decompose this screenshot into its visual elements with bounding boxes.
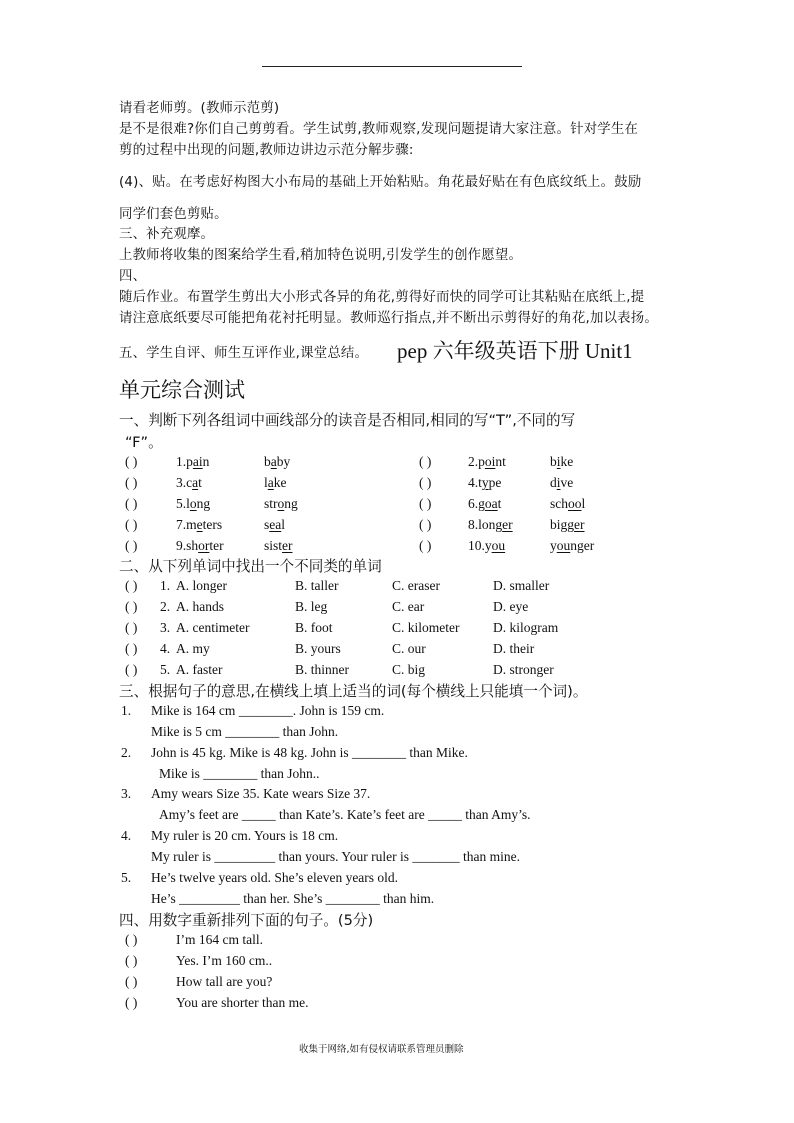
word-2: lake: [264, 475, 287, 490]
sentence-line: He’s twelve years old. She’s eleven years old.: [151, 870, 399, 885]
word-1: 5.long: [176, 496, 211, 511]
item-number: 4.: [160, 641, 171, 656]
item-number: 2.: [121, 745, 132, 760]
underlined-sound: ou: [491, 538, 506, 553]
option-a: A. hands: [176, 599, 224, 614]
option-b: B. taller: [295, 578, 339, 593]
option-d: D. kilogram: [493, 620, 559, 635]
item-number: 4.: [121, 828, 132, 843]
answer-bracket: ( ): [125, 662, 138, 677]
option-b: B. yours: [295, 641, 341, 656]
underlined-sound: ai: [192, 454, 203, 469]
option-b: B. thinner: [295, 662, 349, 677]
sentence-line: My ruler is 20 cm. Yours is 18 cm.: [151, 828, 339, 843]
word-1: 1.pain: [176, 454, 210, 469]
intro-line: 随后作业。布置学生剪出大小形式各异的角花,剪得好而快的同学可让其粘贴在底纸上,提: [119, 290, 645, 305]
intro-line: 三、补充观摩。: [119, 227, 215, 242]
answer-bracket: ( ): [125, 974, 138, 989]
underlined-sound: er: [282, 538, 293, 553]
word-2: dive: [550, 475, 574, 490]
underlined-sound: a: [270, 454, 277, 469]
footer-note: 收集于网络,如有侵权请联系管理员删除: [299, 1044, 464, 1055]
sentence: I’m 164 cm tall.: [176, 932, 263, 947]
underlined-sound: i: [556, 475, 561, 490]
intro-line: 请注意底纸要尽可能把角花衬托明显。教师巡行指点,并不断出示剪得好的角花,加以表扬。: [119, 311, 658, 326]
intro-line: 请看老师剪。(教师示范剪): [119, 101, 280, 116]
item-number: 3.: [160, 620, 171, 635]
word-1: 2.point: [468, 454, 506, 469]
intro-line: 四、: [119, 269, 147, 284]
option-c: C. ear: [392, 599, 425, 614]
underlined-sound: ea: [269, 517, 282, 532]
answer-bracket: ( ): [419, 454, 432, 469]
sentence-line: John is 45 kg. Mike is 48 kg. John is ________ than Mike.: [151, 745, 468, 760]
section4-heading: 四、用数字重新排列下面的句子。(5分): [119, 912, 374, 929]
underlined-sound: oa: [484, 496, 498, 511]
option-a: A. centimeter: [176, 620, 250, 635]
word-1: 10.you: [468, 538, 506, 553]
word-1: 4.type: [468, 475, 502, 490]
answer-bracket: ( ): [419, 538, 432, 553]
sentence: Yes. I’m 160 cm..: [176, 953, 273, 968]
option-c: C. our: [392, 641, 426, 656]
underlined-sound: er: [574, 517, 585, 532]
word-1: 8.longer: [468, 517, 513, 532]
sentence-line: Amy wears Size 35. Kate wears Size 37.: [151, 786, 371, 801]
underlined-sound: y: [481, 475, 489, 490]
sentence: You are shorter than me.: [176, 995, 309, 1010]
answer-bracket: ( ): [419, 496, 432, 511]
option-b: B. foot: [295, 620, 333, 635]
answer-bracket: ( ): [419, 517, 432, 532]
item-number: 2.: [160, 599, 171, 614]
answer-bracket: ( ): [125, 932, 138, 947]
underlined-sound: oi: [484, 454, 496, 469]
underlined-sound: a: [192, 475, 199, 490]
word-1: 6.goat: [468, 496, 502, 511]
word-2: baby: [264, 454, 291, 469]
word-1: 7.meters: [176, 517, 223, 532]
underlined-sound: o: [277, 496, 285, 511]
intro-line: 是不是很难?你们自己剪剪看。学生试剪,教师观察,发现问题提请大家注意。针对学生在: [119, 122, 639, 137]
answer-bracket: ( ): [125, 454, 138, 469]
word-2: bike: [550, 454, 574, 469]
option-c: C. eraser: [392, 578, 440, 593]
test-title-part2: 单元综合测试: [119, 378, 245, 402]
sentence-line: My ruler is _________ than yours. Your ruler is _______ than mine.: [151, 849, 520, 864]
underlined-sound: ou: [556, 538, 571, 553]
sentence-line: Amy’s feet are _____ than Kate’s. Kate’s feet are _____ than Amy’s.: [159, 807, 531, 822]
sentence-line: Mike is ________ than John..: [159, 766, 320, 781]
underlined-sound: i: [556, 454, 561, 469]
word-1: 9.shorter: [176, 538, 224, 553]
item-number: 5.: [121, 870, 132, 885]
answer-bracket: ( ): [125, 641, 138, 656]
option-c: C. big: [392, 662, 426, 677]
answer-bracket: ( ): [125, 953, 138, 968]
option-d: D. smaller: [493, 578, 550, 593]
sentence: How tall are you?: [176, 974, 273, 989]
answer-bracket: ( ): [125, 517, 138, 532]
option-c: C. kilometer: [392, 620, 460, 635]
word-2: strong: [264, 496, 298, 511]
item-number: 1.: [160, 578, 171, 593]
intro-line: 上教师将收集的图案给学生看,稍加特色说明,引发学生的创作愿望。: [119, 248, 523, 263]
word-2: sister: [264, 538, 293, 553]
item-number: 3.: [121, 786, 132, 801]
answer-bracket: ( ): [125, 578, 138, 593]
answer-bracket: ( ): [125, 475, 138, 490]
option-a: A. faster: [176, 662, 223, 677]
item-number: 5.: [160, 662, 171, 677]
sentence-line: Mike is 5 cm ________ than John.: [151, 724, 339, 739]
answer-bracket: ( ): [125, 538, 138, 553]
header-rule: [262, 66, 522, 67]
underlined-sound: a: [267, 475, 274, 490]
sentence-line: Mike is 164 cm ________. John is 159 cm.: [151, 703, 385, 718]
word-1: 3.cat: [176, 475, 202, 490]
word-2: seal: [264, 517, 286, 532]
intro-line: (4)、贴。在考虑好构图大小布局的基础上开始粘贴。角花最好贴在有色底纹纸上。鼓励: [119, 175, 642, 190]
section2-heading: 二、从下列单词中找出一个不同类的单词: [119, 558, 382, 575]
option-d: D. stronger: [493, 662, 554, 677]
intro-last-line: 五、学生自评、师生互评作业,课堂总结。: [119, 346, 369, 361]
intro-line: 同学们套色剪贴。: [119, 207, 228, 222]
option-d: D. their: [493, 641, 535, 656]
underlined-sound: oo: [568, 496, 582, 511]
intro-line: 剪的过程中出现的问题,教师边讲边示范分解步骤:: [119, 143, 414, 158]
word-2: bigger: [550, 517, 585, 532]
answer-bracket: ( ): [125, 599, 138, 614]
underlined-sound: o: [189, 496, 197, 511]
section1-heading: 一、判断下列各组词中画线部分的读音是否相同,相同的写“T”,不同的写: [119, 412, 576, 429]
underlined-sound: er: [502, 517, 513, 532]
answer-bracket: ( ): [125, 496, 138, 511]
section1-heading-cont: “F”。: [125, 434, 163, 451]
answer-bracket: ( ): [125, 995, 138, 1010]
option-a: A. longer: [176, 578, 227, 593]
word-2: younger: [550, 538, 595, 553]
section3-heading: 三、根据句子的意思,在横线上填上适当的词(每个横线上只能填一个词)。: [119, 683, 588, 700]
option-b: B. leg: [295, 599, 328, 614]
answer-bracket: ( ): [419, 475, 432, 490]
sentence-line: He’s _________ than her. She’s ________ than him.: [151, 891, 435, 906]
option-d: D. eye: [493, 599, 529, 614]
underlined-sound: e: [196, 517, 203, 532]
word-2: school: [550, 496, 586, 511]
underlined-sound: or: [198, 538, 210, 553]
option-a: A. my: [176, 641, 210, 656]
answer-bracket: ( ): [125, 620, 138, 635]
item-number: 1.: [121, 703, 132, 718]
test-title-part1: pep 六年级英语下册 Unit1: [397, 339, 633, 363]
